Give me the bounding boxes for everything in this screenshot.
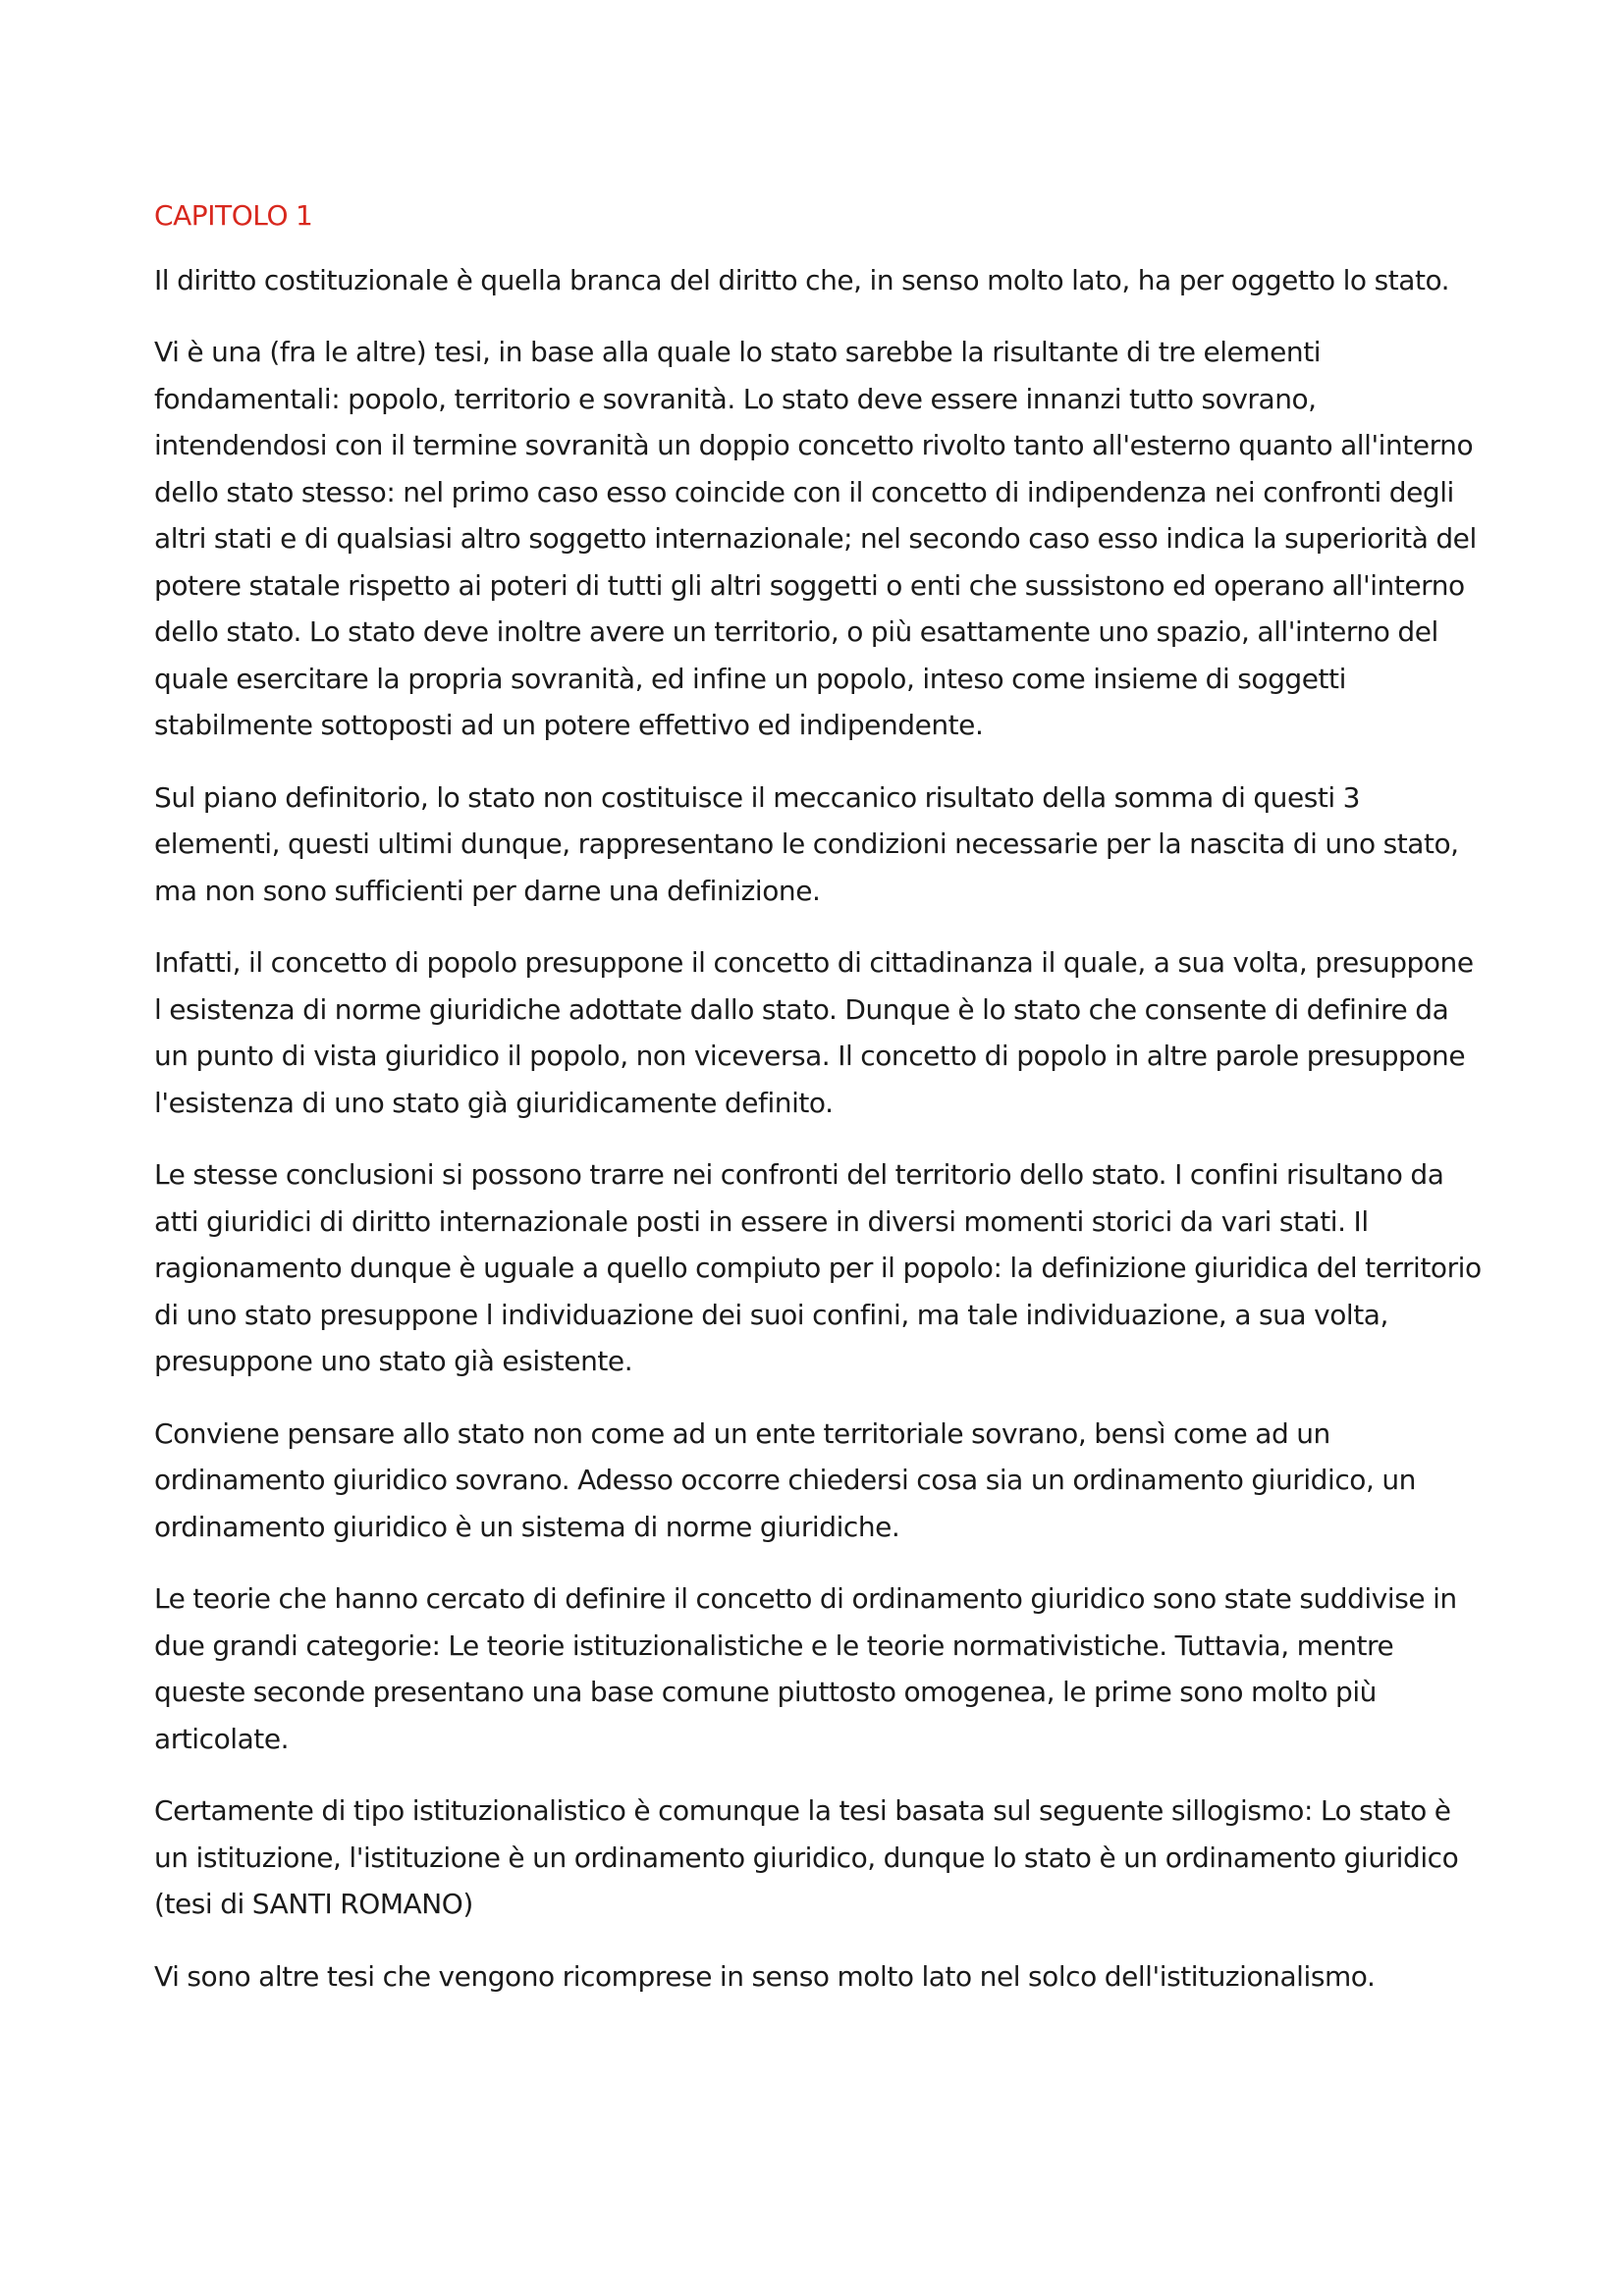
- paragraph-5: Le stesse conclusioni si possono trarre nei confronti del territorio dello stato. I confini risultano da atti giuridici di diritto internazionale posti in essere in diversi momenti storici da vari stati. Il ragionamento dunque è uguale a quello compiuto per il popolo: la definizione giuridica del territorio di uno stato presuppone l individuazione dei suoi confini, ma tale individuazione, a sua volta, presuppone uno stato già esistente.: [154, 1158, 1482, 1377]
- paragraph-6: Conviene pensare allo stato non come ad un ente territoriale sovrano, bensì come ad un ordinamento giuridico sovrano. Adesso occorre chiedersi cosa sia un ordinamento giuridico, un ordinamento giuridico è un sistema di norme giuridiche.: [154, 1416, 1416, 1543]
- paragraph-1: Il diritto costituzionale è quella branca del diritto che, in senso molto lato, ha per oggetto lo stato.: [154, 263, 1450, 296]
- paragraph-7: Le teorie che hanno cercato di definire il concetto di ordinamento giuridico sono state suddivise in due grandi categorie: Le teorie istituzionalistiche e le teorie normativistiche. Tuttavia, mentre queste seconde presentano una base comune piuttosto omogenea, le prime sono molto più articolate.: [154, 1582, 1457, 1755]
- paragraph-8: Certamente di tipo istituzionalistico è comunque la tesi basata sul seguente sillogismo: Lo stato è un istituzione, l'istituzione è un ordinamento giuridico, dunque lo stato è un ordinamento giuridico (tesi di SANTI ROMANO): [154, 1794, 1459, 1920]
- paragraph-9: Vi sono altre tesi che vengono ricomprese in senso molto lato nel solco dell'istituzionalismo.: [154, 1959, 1376, 1993]
- document-body: [154, 192, 1485, 2025]
- chapter-heading: CAPITOLO 1: [154, 199, 313, 232]
- paragraph-4: Infatti, il concetto di popolo presuppone il concetto di cittadinanza il quale, a sua volta, presuppone l esistenza di norme giuridiche adottate dallo stato. Dunque è lo stato che consente di definire da un punto di vista giuridico il popolo, non viceversa. Il concetto di popolo in altre parole presuppone l'esistenza di uno stato già giuridicamente definito.: [154, 946, 1474, 1119]
- paragraph-3: Sul piano definitorio, lo stato non costituisce il meccanico risultato della somma di questi 3 elementi, questi ultimi dunque, rappresentano le condizioni necessarie per la nascita di uno stato, ma non sono sufficienti per darne una definizione.: [154, 780, 1459, 907]
- paragraph-2: Vi è una (fra le altre) tesi, in base alla quale lo stato sarebbe la risultante di tre elementi fondamentali: popolo, territorio e sovranità. Lo stato deve essere innanzi tutto sovrano, intendendosi con il termine sovranità un doppio concetto rivolto tanto all'esterno quanto all'interno dello stato stesso: nel primo caso esso coincide con il concetto di indipendenza nei confronti degli altri stati e di qualsiasi altro soggetto internazionale; nel secondo caso esso indica la superiorità del potere statale rispetto ai poteri di tutti gli altri soggetti o enti che sussistono ed operano all'interno dello stato. Lo stato deve inoltre avere un territorio, o più esattamente uno spazio, all'interno del quale esercitare la propria sovranità, ed infine un popolo, inteso come insieme di soggetti stabilmente sottoposti ad un potere effettivo ed indipendente.: [154, 336, 1477, 741]
